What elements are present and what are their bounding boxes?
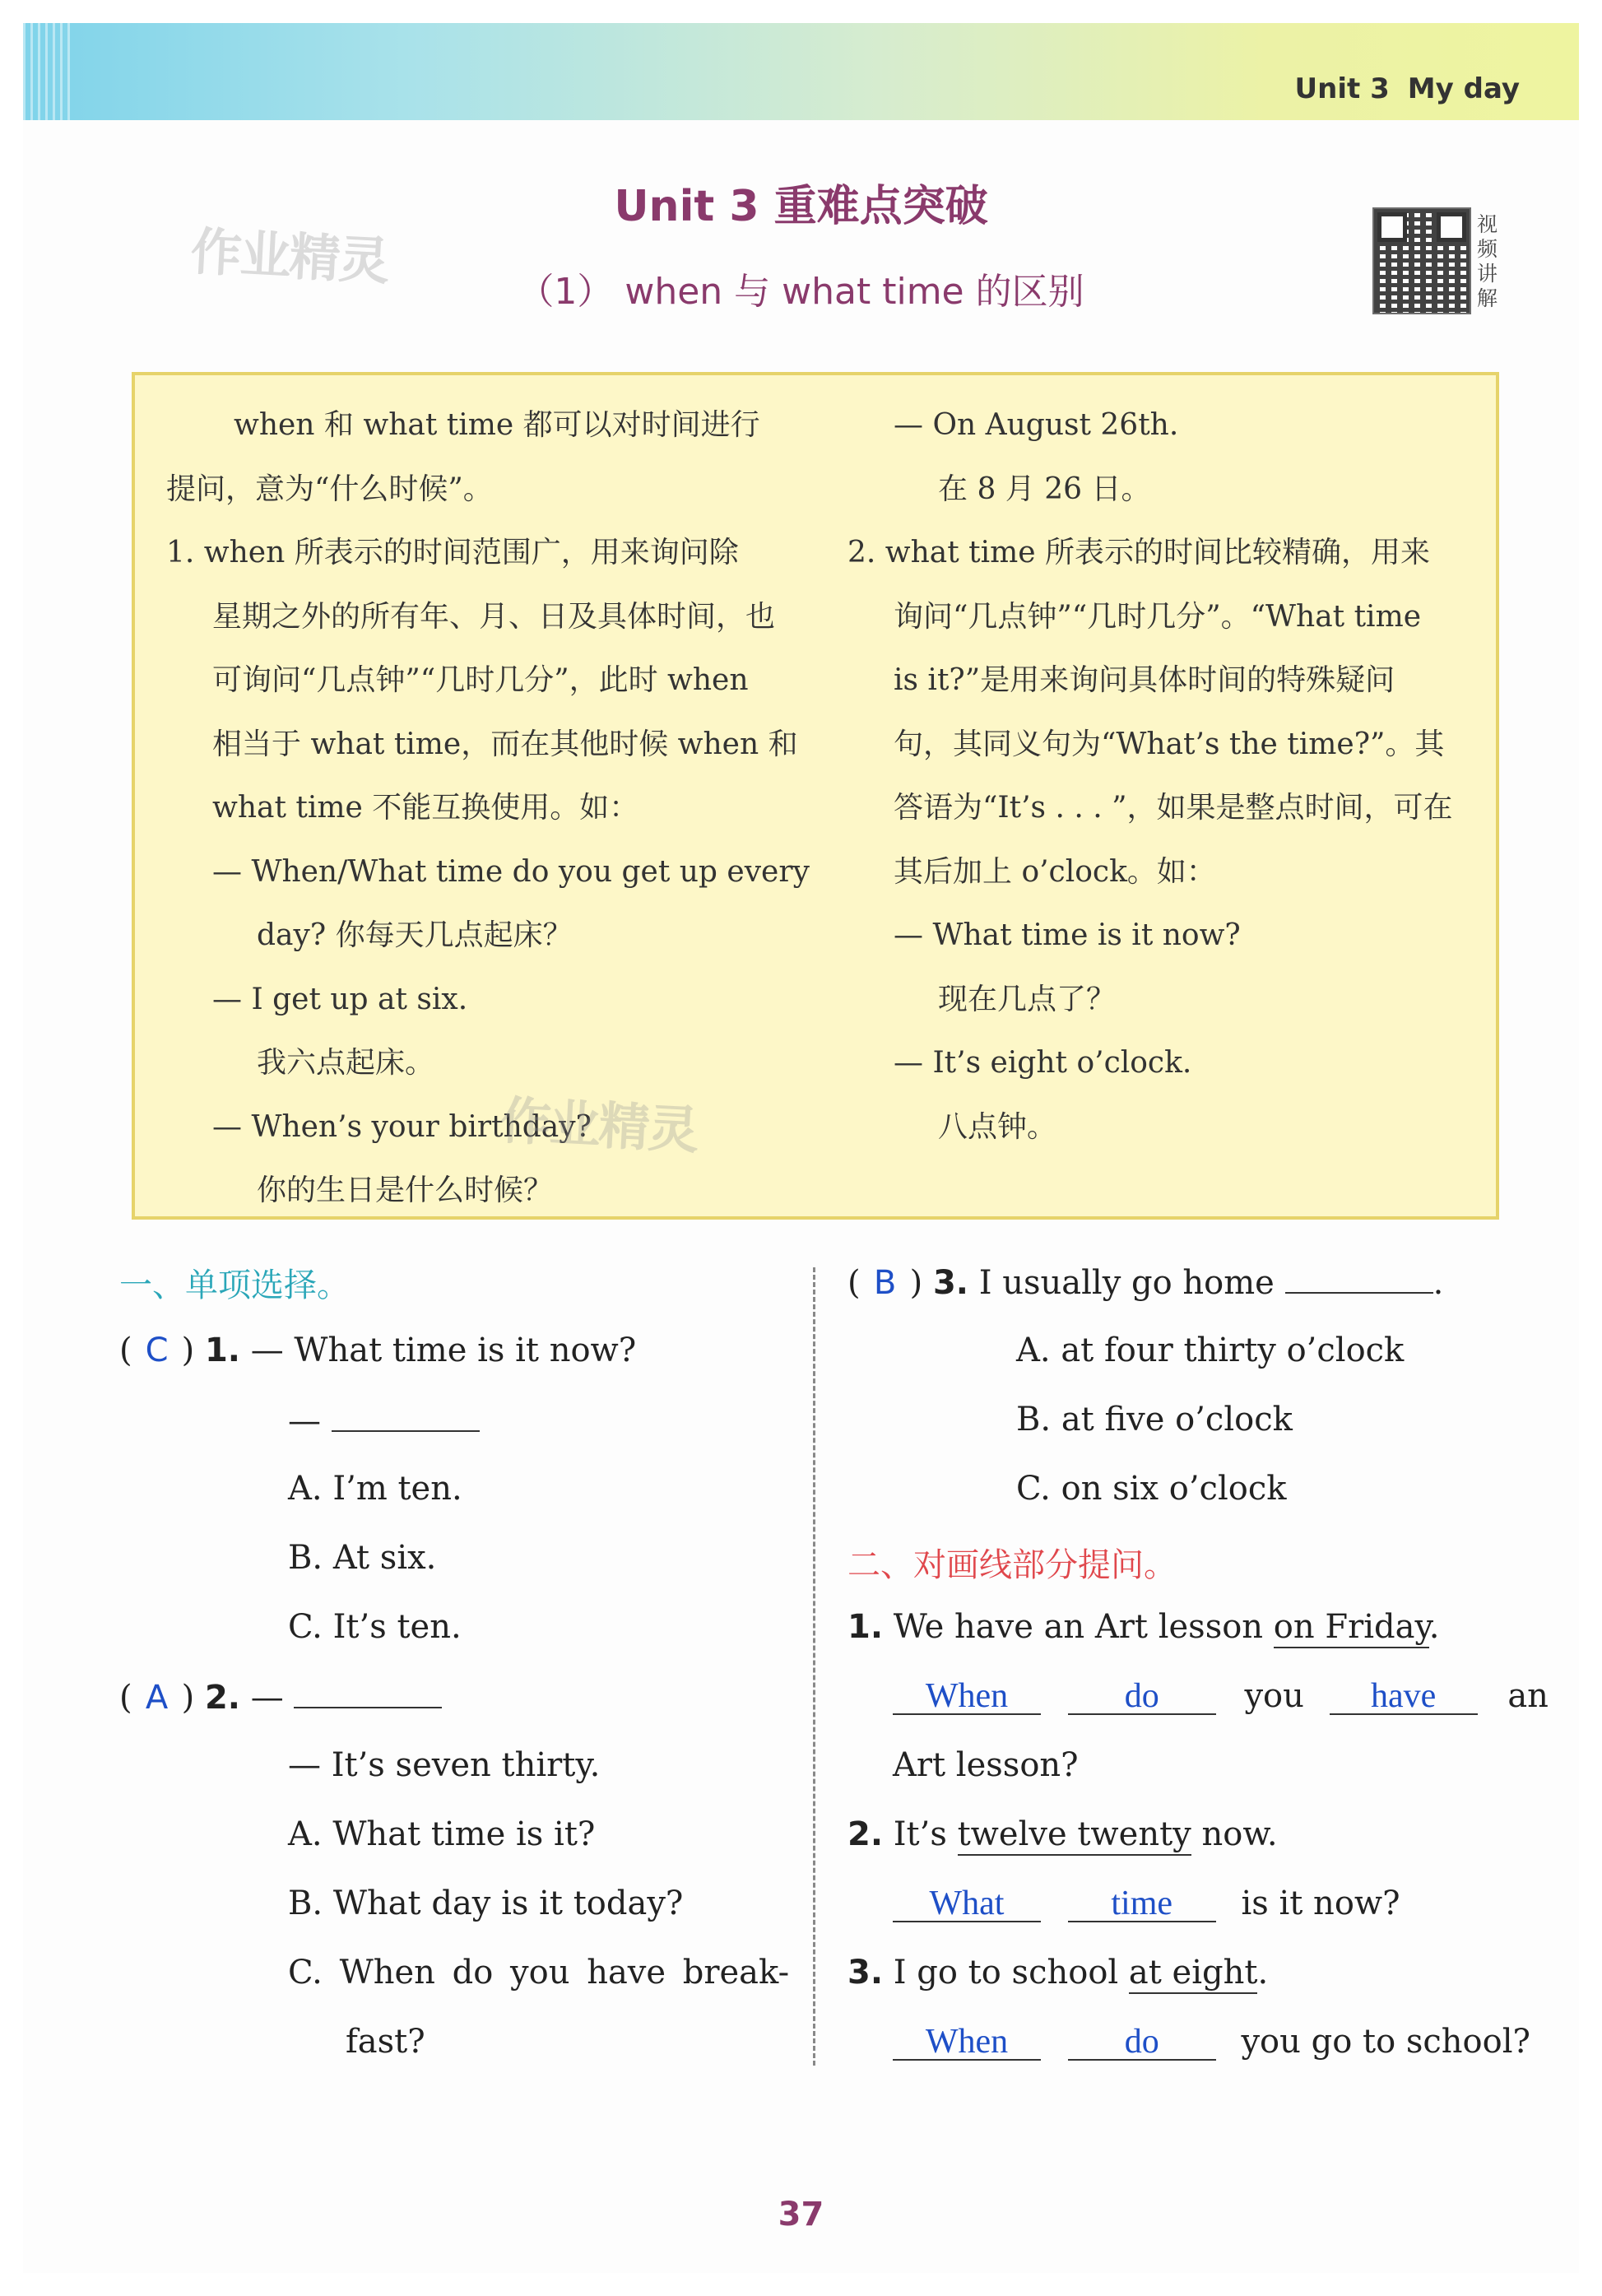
option: A. I’m ten. (288, 1470, 462, 1508)
fill-blank[interactable]: When (893, 2024, 1041, 2061)
answer-1[interactable]: C (145, 1332, 169, 1369)
underlined-phrase: twelve twenty (958, 1815, 1191, 1856)
fill-blank[interactable]: do (1068, 1679, 1216, 1715)
section1-heading: 一、单项选择。 (119, 1267, 350, 1304)
dash: — (288, 1402, 321, 1440)
note-line: — When/What time do you get up every (212, 854, 810, 889)
page-subtitle: （1） when 与 what time 的区别 (518, 271, 1084, 313)
rewrite-2 (847, 1815, 1278, 1853)
answer-2[interactable]: A (145, 1679, 169, 1717)
note-line: 在 8 月 26 日。 (938, 472, 1151, 506)
question-2: ( A ) 2. — (119, 1677, 442, 1717)
note-line: 其后加上 o’clock。如： (894, 854, 1216, 889)
fill-blank[interactable]: have (1330, 1679, 1478, 1715)
option: B. What day is it today? (288, 1885, 684, 1922)
sentence-pre: It’s (893, 1815, 958, 1853)
note-line: 询问“几点钟”“几时几分”。“What time (894, 599, 1422, 634)
note-line: what time 不能互换使用。如： (212, 791, 639, 825)
watermark: 作业精灵 (498, 1090, 699, 1161)
note-line: — On August 26th. (894, 408, 1179, 442)
note-line: — When’s your birthday? (212, 1109, 592, 1144)
item-number: 2. (847, 1815, 884, 1853)
unit-topic: My day (1407, 72, 1520, 105)
option: A. What time is it? (288, 1815, 596, 1853)
sentence-post: . (1428, 1608, 1440, 1646)
fill-blank[interactable]: time (1068, 1886, 1216, 1922)
sentence-tail: is it now? (1241, 1885, 1400, 1922)
word: an (1507, 1677, 1549, 1715)
section2-heading: 二、对画线部分提问。 (847, 1546, 1177, 1584)
note-line: is it?”是用来询问具体时间的特殊疑问 (894, 663, 1395, 697)
note-line: 我六点起床。 (257, 1046, 435, 1080)
question-number: 2. (204, 1679, 240, 1717)
qr-label: 视频讲解 (1477, 212, 1498, 310)
sentence-pre: I go to school (893, 1954, 1129, 1992)
sentence-post: now. (1191, 1815, 1278, 1853)
watermark: 作业精灵 (188, 221, 390, 292)
rewrite-1-answer (893, 1677, 1549, 1715)
note-line: 现在几点了？ (938, 982, 1117, 1016)
question-number: 1. (204, 1332, 240, 1369)
note-line: — I get up at six. (212, 982, 468, 1016)
note-line: — What time is it now? (894, 918, 1241, 952)
fill-blank[interactable]: When (893, 1679, 1041, 1715)
rewrite-3-answer (893, 2023, 1530, 2061)
question-stem: I usually go home (978, 1264, 1275, 1302)
page-title: Unit 3 重难点突破 (614, 182, 988, 231)
option: C. When do you have break- (288, 1954, 790, 1992)
fill-blank[interactable]: What (893, 1886, 1041, 1922)
note-line: 答语为“It’s . . . ”，如果是整点时间，可在 (894, 791, 1453, 825)
underlined-phrase: at eight (1129, 1954, 1258, 1994)
answer-3[interactable]: B (873, 1264, 897, 1302)
underlined-phrase: on Friday (1274, 1608, 1429, 1648)
note-line: 你的生日是什么时候？ (257, 1174, 554, 1207)
option: B. At six. (288, 1539, 437, 1577)
note-line: — It’s eight o’clock. (894, 1046, 1192, 1080)
option: A. at four thirty o’clock (1016, 1332, 1405, 1369)
word: you (1244, 1677, 1304, 1715)
option: C. on six o’clock (1016, 1470, 1287, 1508)
note-line: 星期之外的所有年、月、日及具体时间，也 (212, 599, 776, 634)
option-continued: fast? (346, 2023, 425, 2061)
note-line: 相当于 what time，而在其他时候 when 和 (212, 727, 798, 761)
rewrite-3 (847, 1954, 1268, 1992)
answer-blank[interactable] (1285, 1262, 1433, 1294)
sentence-post: . (1257, 1954, 1269, 1992)
note-line: 1. when 所表示的时间范围广，用来询问除 (166, 536, 739, 569)
question-number: 3. (932, 1264, 968, 1302)
question-3: ( B ) 3. I usually go home . (847, 1264, 1444, 1302)
rewrite-1 (847, 1608, 1439, 1646)
sentence-tail: you go to school? (1241, 2023, 1530, 2061)
option: B. at five o’clock (1016, 1401, 1293, 1438)
note-line: 句，其同义句为“What’s the time?”。其 (894, 727, 1445, 761)
note-line: 可询问“几点钟”“几时几分”，此时 when (212, 663, 749, 697)
note-line: 提问，意为“什么时候”。 (166, 472, 493, 506)
question-1: ( C ) 1. — What time is it now? (119, 1332, 637, 1369)
option: C. It’s ten. (288, 1608, 462, 1646)
page-number: 37 (778, 2196, 824, 2233)
sentence-pre: We have an Art lesson (893, 1608, 1274, 1646)
note-line: day? 你每天几点起床？ (257, 918, 573, 952)
item-number: 1. (847, 1608, 884, 1646)
note-line: when 和 what time 都可以对时间进行 (234, 408, 760, 442)
rewrite-1-line3: Art lesson? (893, 1746, 1079, 1784)
note-line: 八点钟。 (938, 1109, 1057, 1144)
question-stem: — What time is it now? (250, 1332, 637, 1369)
note-line: 2. what time 所表示的时间比较精确，用来 (847, 536, 1431, 569)
rewrite-2-answer (893, 1885, 1400, 1922)
dash: — (250, 1679, 284, 1717)
fill-blank[interactable]: do (1068, 2024, 1216, 2061)
question-2-reply: — It’s seven thirty. (288, 1746, 601, 1784)
item-number: 3. (847, 1954, 884, 1992)
unit-number: Unit 3 (1294, 72, 1390, 105)
